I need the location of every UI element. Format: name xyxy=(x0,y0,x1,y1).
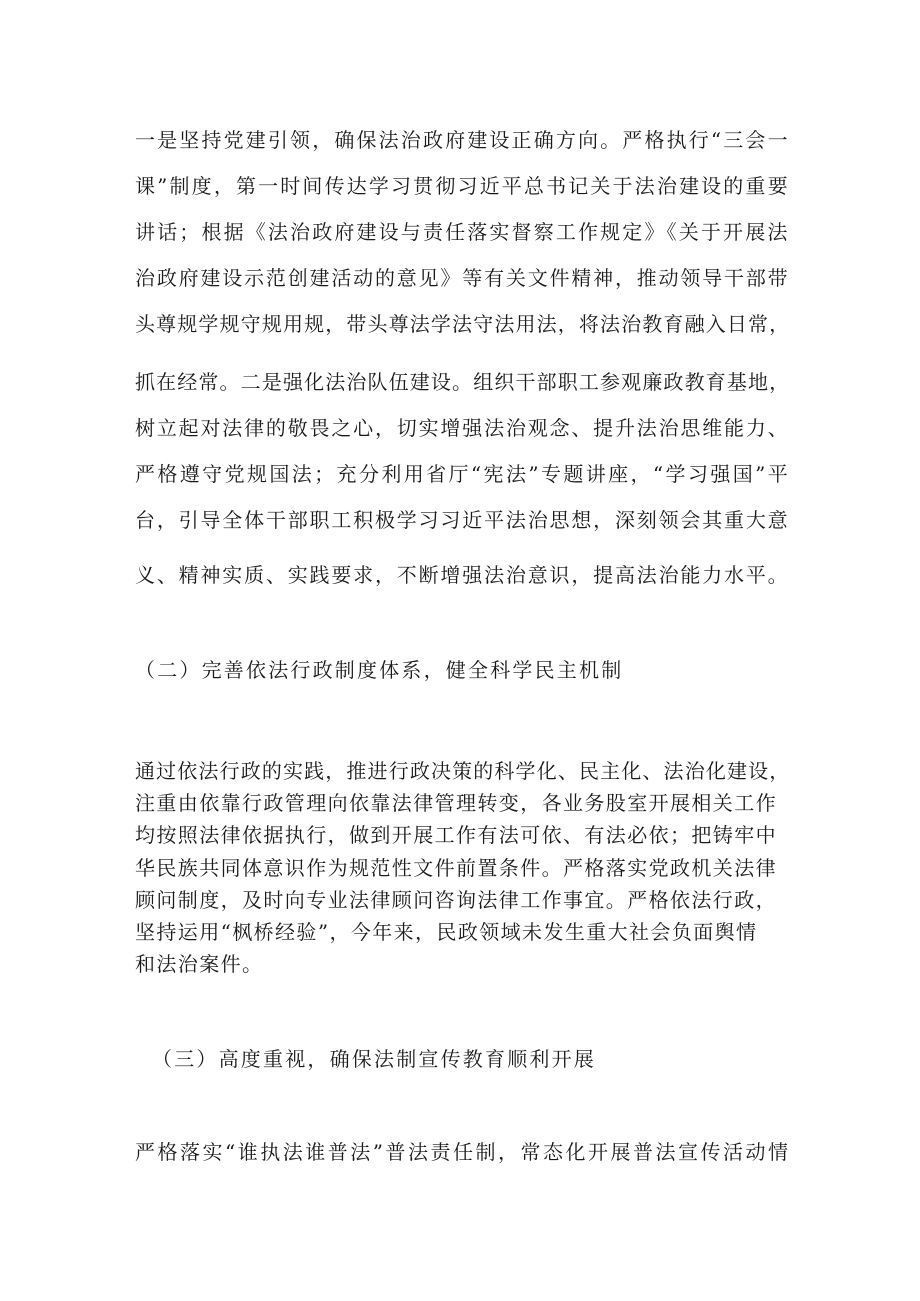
paragraph-line: 头尊规学规守规用规，带头尊法学法守法用法，将法治教育融入日常， xyxy=(135,312,791,336)
section-heading-2: （二）完善依法行政制度体系，健全科学民主机制 xyxy=(135,658,624,682)
paragraph-line: 一是坚持党建引领，确保法治政府建设正确方向。严格执行“三会一 xyxy=(135,128,790,152)
paragraph-line: 华民族共同体意识作为规范性文件前置条件。严格落实党政机关法律 xyxy=(135,856,777,880)
paragraph-line: 和法治案件。 xyxy=(135,952,264,976)
paragraph-line: 严格遵守党规国法；充分利用省厅“宪法”专题讲座，“学习强国”平 xyxy=(135,462,791,486)
paragraph-line: 树立起对法律的敬畏之心，切实增强法治观念、提升法治思维能力、 xyxy=(135,416,790,440)
paragraph-line: 顾问制度，及时向专业法律顾问咨询法律工作事宜。严格依法行政， xyxy=(135,888,777,912)
paragraph-line: 讲话；根据《法治政府建设与责任落实督察工作规定》《关于开展法 xyxy=(135,220,790,244)
paragraph-line: 抓在经常。二是强化法治队伍建设。组织干部职工参观廉政教育基地， xyxy=(135,370,791,394)
paragraph-line: 注重由依靠行政管理向依靠法律管理转变，各业务股室开展相关工作 xyxy=(135,791,777,815)
paragraph-line: 通过依法行政的实践，推进行政决策的科学化、民主化、法治化建设， xyxy=(135,759,791,783)
paragraph-line: 严格落实“谁执法谁普法”普法责任制，常态化开展普法宣传活动情 xyxy=(135,1140,791,1164)
paragraph-line: 义、精神实质、实践要求，不断增强法治意识，提高法治能力水平。 xyxy=(135,563,790,587)
paragraph-line: 坚持运用“枫桥经验”，今年来，民政领域未发生重大社会负面舆情 xyxy=(135,920,758,944)
paragraph-line: 均按照法律依据执行，做到开展工作有法可依、有法必依；把铸牢中 xyxy=(135,823,777,847)
paragraph-line: 治政府建设示范创建活动的意见》等有关文件精神，推动领导干部带 xyxy=(135,266,790,290)
section-heading-3: （三）高度重视，确保法制宣传教育顺利开展 xyxy=(152,1047,596,1071)
paragraph-line: 台，引导全体干部职工积极学习习近平法治思想，深刻领会其重大意 xyxy=(135,508,790,532)
paragraph-line: 课”制度，第一时间传达学习贯彻习近平总书记关于法治建设的重要 xyxy=(135,174,790,198)
